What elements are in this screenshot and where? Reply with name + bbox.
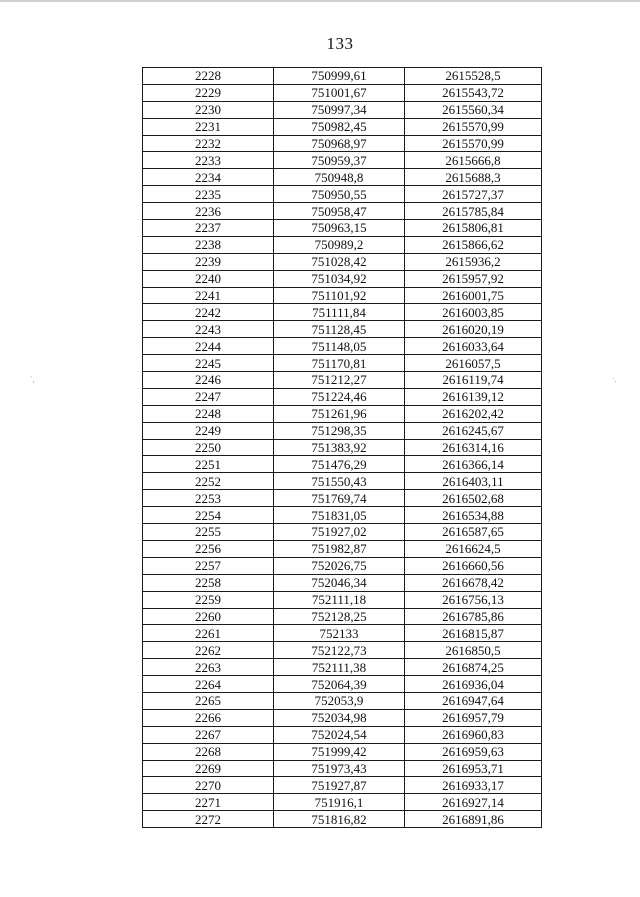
- table-row: [143, 135, 542, 152]
- table-row: [143, 591, 542, 608]
- y-coordinate-cell: 2616119,74: [405, 372, 542, 389]
- point-number-cell: 2267: [143, 726, 274, 743]
- table-row: [143, 253, 542, 270]
- point-number-cell: 2260: [143, 608, 274, 625]
- table-row: [143, 270, 542, 287]
- table-row: [143, 659, 542, 676]
- point-number-cell: 2245: [143, 355, 274, 372]
- table-row: [143, 490, 542, 507]
- x-coordinate-cell: 752046,34: [274, 574, 405, 591]
- point-number-cell: 2251: [143, 456, 274, 473]
- table-row: [143, 473, 542, 490]
- x-coordinate-cell: 751028,42: [274, 253, 405, 270]
- x-coordinate-cell: 752026,75: [274, 557, 405, 574]
- point-number-cell: 2232: [143, 135, 274, 152]
- x-coordinate-cell: 752122,73: [274, 642, 405, 659]
- y-coordinate-cell: 2616678,42: [405, 574, 542, 591]
- point-number-cell: 2242: [143, 304, 274, 321]
- y-coordinate-cell: 2615785,84: [405, 203, 542, 220]
- table-row: [143, 186, 542, 203]
- y-coordinate-cell: 2616033,64: [405, 338, 542, 355]
- table-row: [143, 608, 542, 625]
- table-row: [143, 439, 542, 456]
- x-coordinate-cell: 752024,54: [274, 726, 405, 743]
- table-row: [143, 287, 542, 304]
- y-coordinate-cell: 2616936,04: [405, 676, 542, 693]
- page-top-edge: [0, 0, 640, 2]
- point-number-cell: 2265: [143, 692, 274, 709]
- point-number-cell: 2246: [143, 372, 274, 389]
- x-coordinate-cell: 751261,96: [274, 405, 405, 422]
- x-coordinate-cell: 751831,05: [274, 507, 405, 524]
- y-coordinate-cell: 2616587,65: [405, 524, 542, 541]
- table-row: [143, 524, 542, 541]
- y-coordinate-cell: 2616502,68: [405, 490, 542, 507]
- x-coordinate-cell: 751550,43: [274, 473, 405, 490]
- x-coordinate-cell: 751769,74: [274, 490, 405, 507]
- y-coordinate-cell: 2616953,71: [405, 760, 542, 777]
- point-number-cell: 2234: [143, 169, 274, 186]
- y-coordinate-cell: 2616874,25: [405, 659, 542, 676]
- x-coordinate-cell: 751111,84: [274, 304, 405, 321]
- y-coordinate-cell: 2615688,3: [405, 169, 542, 186]
- x-coordinate-cell: 750997,34: [274, 101, 405, 118]
- y-coordinate-cell: 2616403,11: [405, 473, 542, 490]
- point-number-cell: 2230: [143, 101, 274, 118]
- point-number-cell: 2268: [143, 743, 274, 760]
- x-coordinate-cell: 751212,27: [274, 372, 405, 389]
- x-coordinate-cell: 751224,46: [274, 388, 405, 405]
- y-coordinate-cell: 2616624,5: [405, 540, 542, 557]
- table-row: [143, 405, 542, 422]
- point-number-cell: 2262: [143, 642, 274, 659]
- point-number-cell: 2233: [143, 152, 274, 169]
- x-coordinate-cell: 751298,35: [274, 422, 405, 439]
- point-number-cell: 2272: [143, 811, 274, 828]
- table-row: [143, 540, 542, 557]
- table-row: [143, 220, 542, 237]
- y-coordinate-cell: 2616785,86: [405, 608, 542, 625]
- table-row: [143, 760, 542, 777]
- x-coordinate-cell: 751816,82: [274, 811, 405, 828]
- y-coordinate-cell: 2616927,14: [405, 794, 542, 811]
- table-row: [143, 726, 542, 743]
- table-row: [143, 692, 542, 709]
- coordinates-table: [142, 67, 542, 828]
- table-row: [143, 777, 542, 794]
- point-number-cell: 2258: [143, 574, 274, 591]
- point-number-cell: 2253: [143, 490, 274, 507]
- coordinates-table-body: [143, 68, 542, 828]
- y-coordinate-cell: 2616960,83: [405, 726, 542, 743]
- point-number-cell: 2249: [143, 422, 274, 439]
- point-number-cell: 2263: [143, 659, 274, 676]
- x-coordinate-cell: 751916,1: [274, 794, 405, 811]
- x-coordinate-cell: 750950,55: [274, 186, 405, 203]
- table-row: [143, 118, 542, 135]
- point-number-cell: 2269: [143, 760, 274, 777]
- point-number-cell: 2254: [143, 507, 274, 524]
- table-row: [143, 811, 542, 828]
- point-number-cell: 2250: [143, 439, 274, 456]
- scan-speck: `,: [30, 375, 35, 384]
- page-number: 133: [326, 34, 354, 53]
- x-coordinate-cell: 750948,8: [274, 169, 405, 186]
- point-number-cell: 2264: [143, 676, 274, 693]
- x-coordinate-cell: 751034,92: [274, 270, 405, 287]
- table-row: [143, 338, 542, 355]
- scan-speck: ·.: [612, 375, 617, 384]
- y-coordinate-cell: 2615957,92: [405, 270, 542, 287]
- point-number-cell: 2270: [143, 777, 274, 794]
- point-number-cell: 2243: [143, 321, 274, 338]
- y-coordinate-cell: 2615936,2: [405, 253, 542, 270]
- table-row: [143, 355, 542, 372]
- table-row: [143, 203, 542, 220]
- point-number-cell: 2240: [143, 270, 274, 287]
- point-number-cell: 2248: [143, 405, 274, 422]
- y-coordinate-cell: 2615570,99: [405, 135, 542, 152]
- x-coordinate-cell: 752034,98: [274, 709, 405, 726]
- x-coordinate-cell: 751148,05: [274, 338, 405, 355]
- x-coordinate-cell: 751383,92: [274, 439, 405, 456]
- x-coordinate-cell: 751927,02: [274, 524, 405, 541]
- x-coordinate-cell: 751476,29: [274, 456, 405, 473]
- y-coordinate-cell: 2616815,87: [405, 625, 542, 642]
- point-number-cell: 2255: [143, 524, 274, 541]
- table-row: [143, 169, 542, 186]
- table-row: [143, 236, 542, 253]
- table-row: [143, 388, 542, 405]
- point-number-cell: 2237: [143, 220, 274, 237]
- table-row: [143, 372, 542, 389]
- table-row: [143, 625, 542, 642]
- x-coordinate-cell: 751101,92: [274, 287, 405, 304]
- y-coordinate-cell: 2616933,17: [405, 777, 542, 794]
- y-coordinate-cell: 2615806,81: [405, 220, 542, 237]
- y-coordinate-cell: 2616139,12: [405, 388, 542, 405]
- table-row: [143, 101, 542, 118]
- table-row: [143, 68, 542, 85]
- y-coordinate-cell: 2616850,5: [405, 642, 542, 659]
- y-coordinate-cell: 2616947,64: [405, 692, 542, 709]
- x-coordinate-cell: 750963,15: [274, 220, 405, 237]
- y-coordinate-cell: 2615560,34: [405, 101, 542, 118]
- point-number-cell: 2238: [143, 236, 274, 253]
- y-coordinate-cell: 2616202,42: [405, 405, 542, 422]
- point-number-cell: 2244: [143, 338, 274, 355]
- y-coordinate-cell: 2616959,63: [405, 743, 542, 760]
- y-coordinate-cell: 2615543,72: [405, 84, 542, 101]
- y-coordinate-cell: 2615528,5: [405, 68, 542, 85]
- point-number-cell: 2236: [143, 203, 274, 220]
- point-number-cell: 2229: [143, 84, 274, 101]
- x-coordinate-cell: 750989,2: [274, 236, 405, 253]
- x-coordinate-cell: 752053,9: [274, 692, 405, 709]
- x-coordinate-cell: 751982,87: [274, 540, 405, 557]
- table-row: [143, 743, 542, 760]
- point-number-cell: 2231: [143, 118, 274, 135]
- x-coordinate-cell: 751128,45: [274, 321, 405, 338]
- x-coordinate-cell: 752128,25: [274, 608, 405, 625]
- x-coordinate-cell: 751973,43: [274, 760, 405, 777]
- x-coordinate-cell: 750959,37: [274, 152, 405, 169]
- x-coordinate-cell: 750999,61: [274, 68, 405, 85]
- y-coordinate-cell: 2616957,79: [405, 709, 542, 726]
- y-coordinate-cell: 2615570,99: [405, 118, 542, 135]
- x-coordinate-cell: 752111,18: [274, 591, 405, 608]
- table-row: [143, 507, 542, 524]
- point-number-cell: 2241: [143, 287, 274, 304]
- x-coordinate-cell: 752133: [274, 625, 405, 642]
- table-row: [143, 456, 542, 473]
- table-row: [143, 557, 542, 574]
- y-coordinate-cell: 2616314,16: [405, 439, 542, 456]
- y-coordinate-cell: 2615727,37: [405, 186, 542, 203]
- point-number-cell: 2257: [143, 557, 274, 574]
- y-coordinate-cell: 2616057,5: [405, 355, 542, 372]
- point-number-cell: 2259: [143, 591, 274, 608]
- y-coordinate-cell: 2616756,13: [405, 591, 542, 608]
- y-coordinate-cell: 2616660,56: [405, 557, 542, 574]
- point-number-cell: 2256: [143, 540, 274, 557]
- table-row: [143, 304, 542, 321]
- x-coordinate-cell: 750982,45: [274, 118, 405, 135]
- point-number-cell: 2271: [143, 794, 274, 811]
- point-number-cell: 2235: [143, 186, 274, 203]
- y-coordinate-cell: 2616003,85: [405, 304, 542, 321]
- table-row: [143, 84, 542, 101]
- table-row: [143, 794, 542, 811]
- point-number-cell: 2228: [143, 68, 274, 85]
- table-row: [143, 152, 542, 169]
- y-coordinate-cell: 2615666,8: [405, 152, 542, 169]
- table-row: [143, 709, 542, 726]
- x-coordinate-cell: 750968,97: [274, 135, 405, 152]
- point-number-cell: 2239: [143, 253, 274, 270]
- y-coordinate-cell: 2616245,67: [405, 422, 542, 439]
- point-number-cell: 2252: [143, 473, 274, 490]
- x-coordinate-cell: 751170,81: [274, 355, 405, 372]
- table-row: [143, 574, 542, 591]
- y-coordinate-cell: 2616020,19: [405, 321, 542, 338]
- y-coordinate-cell: 2616534,88: [405, 507, 542, 524]
- table-row: [143, 321, 542, 338]
- table-row: [143, 676, 542, 693]
- point-number-cell: 2247: [143, 388, 274, 405]
- table-row: [143, 642, 542, 659]
- x-coordinate-cell: 751001,67: [274, 84, 405, 101]
- point-number-cell: 2266: [143, 709, 274, 726]
- y-coordinate-cell: 2616366,14: [405, 456, 542, 473]
- x-coordinate-cell: 752111,38: [274, 659, 405, 676]
- x-coordinate-cell: 751999,42: [274, 743, 405, 760]
- table-row: [143, 422, 542, 439]
- y-coordinate-cell: 2615866,62: [405, 236, 542, 253]
- x-coordinate-cell: 750958,47: [274, 203, 405, 220]
- y-coordinate-cell: 2616001,75: [405, 287, 542, 304]
- point-number-cell: 2261: [143, 625, 274, 642]
- x-coordinate-cell: 751927,87: [274, 777, 405, 794]
- x-coordinate-cell: 752064,39: [274, 676, 405, 693]
- y-coordinate-cell: 2616891,86: [405, 811, 542, 828]
